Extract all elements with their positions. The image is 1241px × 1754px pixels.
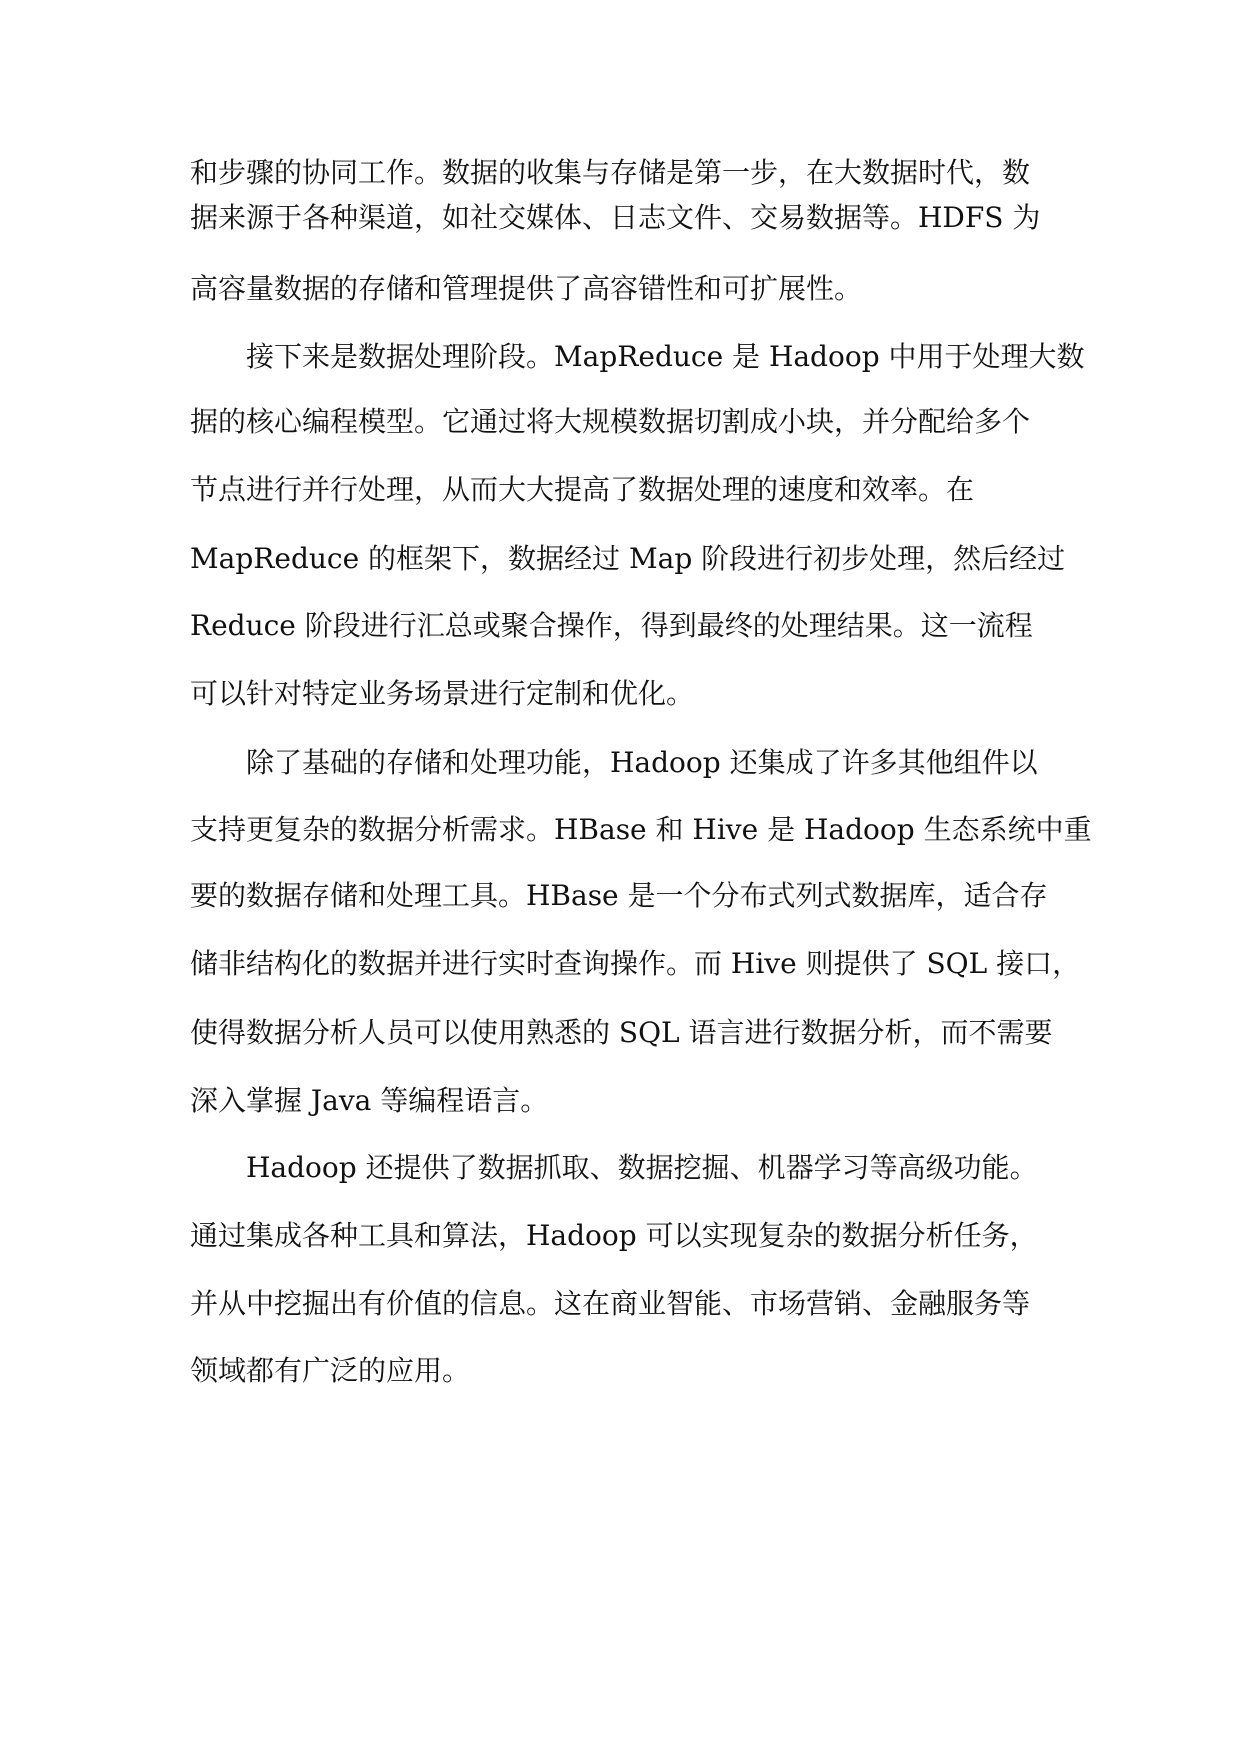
text-line: 可以针对特定业务场景进行定制和优化。 <box>190 677 695 710</box>
text-line: 支持更复杂的数据分析需求。HBase 和 Hive 是 Hadoop 生态系统中重 <box>190 813 1092 846</box>
text-line: 储非结构化的数据并进行实时查询操作。而 Hive 则提供了 SQL 接口， <box>190 947 1081 980</box>
text-line: 使得数据分析人员可以使用熟悉的 SQL 语言进行数据分析，而不需要 <box>190 1016 1053 1049</box>
text-line: 领域都有广泛的应用。 <box>190 1354 471 1387</box>
paragraph-first-line: Hadoop 还提供了数据抓取、数据挖掘、机器学习等高级功能。 <box>246 1151 1038 1184</box>
text-line: 高容量数据的存储和管理提供了高容错性和可扩展性。 <box>190 272 863 305</box>
text-line: 据来源于各种渠道，如社交媒体、日志文件、交易数据等。HDFS 为 <box>190 201 1041 234</box>
text-line: 据的核心编程模型。它通过将大规模数据切割成小块，并分配给多个 <box>190 405 1031 438</box>
text-line: 节点进行并行处理，从而大大提高了数据处理的速度和效率。在 <box>190 473 975 506</box>
text-line: 要的数据存储和处理工具。HBase 是一个分布式列式数据库，适合存 <box>190 879 1048 912</box>
text-line: MapReduce 的框架下，数据经过 Map 阶段进行初步处理，然后经过 <box>190 542 1066 575</box>
paragraph-first-line: 接下来是数据处理阶段。MapReduce 是 Hadoop 中用于处理大数 <box>246 340 1085 373</box>
text-line: 并从中挖掘出有价值的信息。这在商业智能、市场营销、金融服务等 <box>190 1287 1031 1320</box>
text-line: 通过集成各种工具和算法，Hadoop 可以实现复杂的数据分析任务， <box>190 1219 1038 1252</box>
text-line: 和步骤的协同工作。数据的收集与存储是第一步，在大数据时代，数 <box>190 156 1031 189</box>
text-line: 深入掌握 Java 等编程语言。 <box>190 1084 549 1117</box>
text-line: Reduce 阶段进行汇总或聚合操作，得到最终的处理结果。这一流程 <box>190 609 1033 642</box>
paragraph-first-line: 除了基础的存储和处理功能，Hadoop 还集成了许多其他组件以 <box>246 746 1038 779</box>
